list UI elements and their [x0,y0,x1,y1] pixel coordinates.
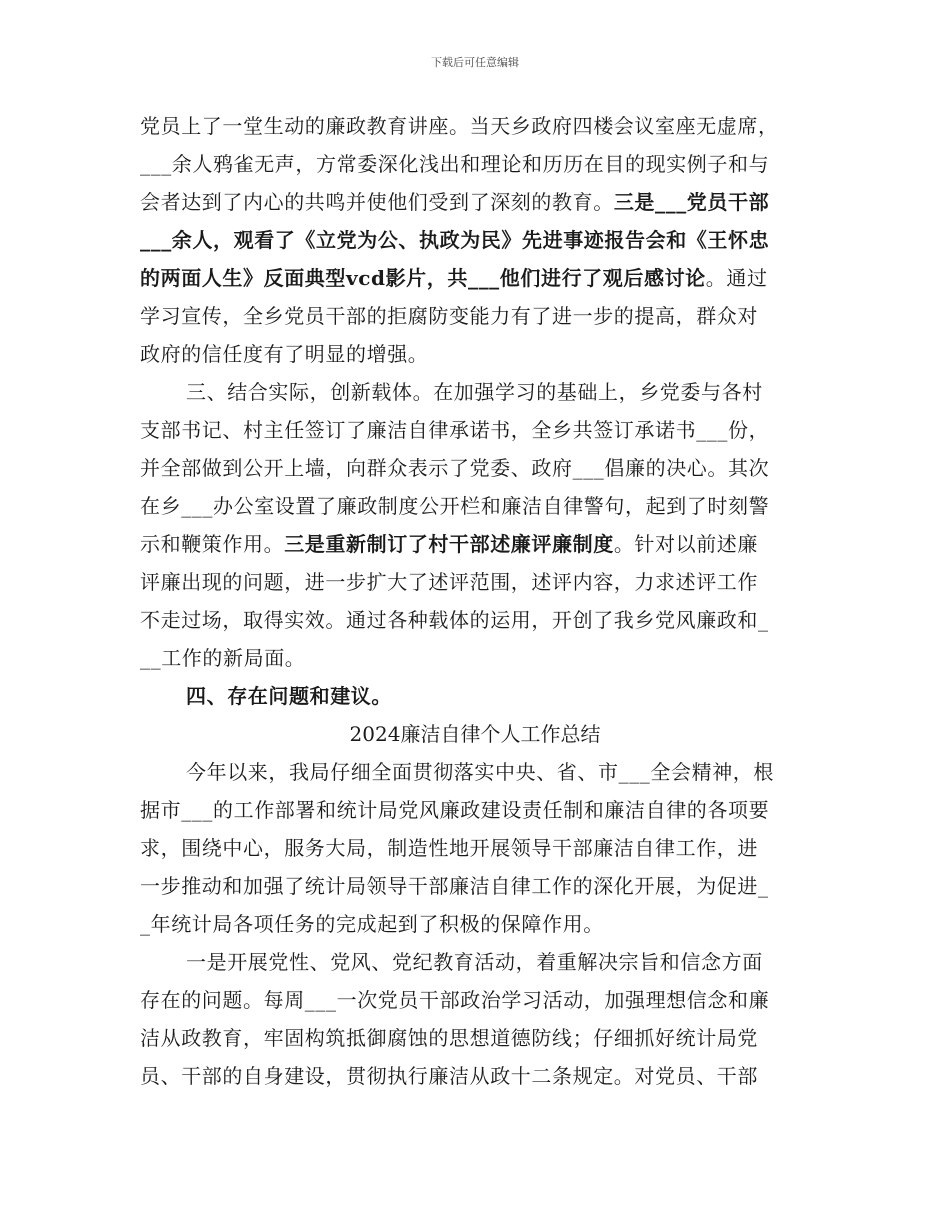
text-line [186,378,763,406]
text-segment: 示和鞭策作用。 [140,532,285,556]
text-segment: 评廉出现的问题，进一步扩大了述评范围，述评内容，力求述评工作 [140,570,758,594]
text-line [140,1024,758,1052]
text-segment: 不走过场，取得实效。通过各种载体的运用，开创了我乡党风廉政和_ [140,608,769,632]
text-segment: 支部书记、村主任签订了廉洁自律承诺书，全乡共签订承诺书___份， [140,418,770,442]
text-line [186,682,392,710]
text-line [140,264,768,292]
text-segment: 会者达到了内心的共鸣并使他们受到了深刻的教育。 [140,190,614,214]
text-line [140,340,428,368]
text-line [140,492,769,520]
text-segment: 洁从政教育，牢固构筑抵御腐蚀的思想道德防线；仔细抓好统计局党 [140,1026,758,1050]
text-segment: 三、结合实际，创新载体。在加强学习的基础上，乡党委与各村 [186,380,763,404]
text-line [140,188,769,216]
text-segment: 政府的信任度有了明显的增强。 [140,342,429,366]
text-line [140,644,305,672]
bold-segment: 四、存在问题和建议。 [186,684,392,708]
text-segment: 。通过 [705,266,768,290]
text-line [140,416,769,444]
text-line [140,910,604,938]
text-line [140,796,769,824]
text-segment: _年统计局各项任务的完成起到了积极的保障作用。 [140,912,604,936]
bold-segment: 三是重新制订了村干部述廉评廉制度 [284,532,614,556]
bold-segment: 的两面人生》反面典型vcd影片，共___他们进行了观后感讨论 [140,266,706,290]
text-segment: 。针对以前述廉 [613,532,759,556]
text-segment: 据市___的工作部署和统计局党风廉政建设责任制和廉洁自律的各项要 [140,798,770,822]
text-segment: 学习宣传，全乡党员干部的拒腐防变能力有了进一步的提高，群众对 [140,304,758,328]
document-title: 2024廉洁自律个人工作总结 [349,722,601,746]
text-segment: 员、干部的自身建设，贯彻执行廉洁从政十二条规定。对党员、干部 [140,1064,758,1088]
text-segment: __工作的新局面。 [140,646,306,670]
text-line [186,758,774,786]
bold-segment: ___余人，观看了《立党为公、执政为民》先进事迹报告会和《王怀忠 [140,228,770,252]
text-line [140,872,769,900]
text-segment: 求，围绕中心，服务大局，制造性地开展领导干部廉洁自律工作，进 [140,836,758,860]
text-line [140,302,758,330]
text-line [140,454,769,482]
bold-segment: 三是___党员干部 [613,190,770,214]
page-header: 下载后可任意编辑 [431,56,519,69]
text-line [140,150,769,178]
text-line [140,226,769,254]
text-line [140,606,769,634]
text-line [140,986,769,1014]
text-line [140,568,758,596]
text-line [186,948,763,976]
text-segment: 并全部做到公开上墙，向群众表示了党委、政府___倡廉的决心。其次 [140,456,770,480]
text-line [140,530,758,558]
text-segment: 一步推动和加强了统计局领导干部廉洁自律工作的深化开展，为促进_ [140,874,769,898]
text-segment: 在乡___办公室设置了廉政制度公开栏和廉洁自律警句，起到了时刻警 [140,494,770,518]
text-segment: 党员上了一堂生动的廉政教育讲座。当天乡政府四楼会议室座无虚席， [140,114,779,138]
text-line [140,834,758,862]
text-line [140,1062,758,1090]
text-segment: 今年以来，我局仔细全面贯彻落实中央、省、市___全会精神，根 [186,760,774,784]
text-segment: ___余人鸦雀无声，方常委深化浅出和理论和历历在目的现实例子和与 [140,152,770,176]
text-line [140,112,779,140]
text-segment: 一是开展党性、党风、党纪教育活动，着重解决宗旨和信念方面 [186,950,763,974]
text-segment: 存在的问题。每周___一次党员干部政治学习活动，加强理想信念和廉 [140,988,770,1012]
